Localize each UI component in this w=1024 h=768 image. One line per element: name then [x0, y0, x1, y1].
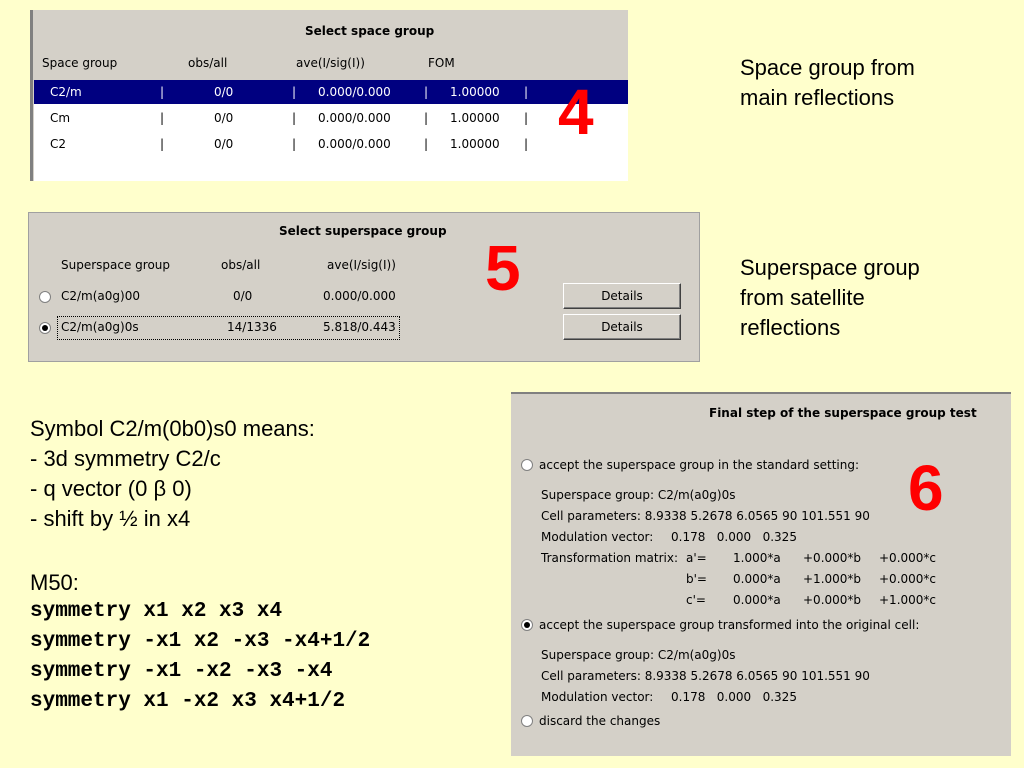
matrix-cell: +1.000*b [803, 572, 862, 586]
caption-superspace-group [740, 253, 920, 343]
separator: | [160, 137, 165, 151]
column-header-ave: ave(I/sig(I)) [296, 56, 365, 70]
ave-cell: 0.000/0.000 [318, 85, 391, 99]
caption-space-group [740, 53, 915, 113]
ave-cell: 0.000/0.000 [323, 289, 396, 303]
panel-title: Select superspace group [279, 224, 447, 238]
separator: | [424, 137, 429, 151]
obs-cell: 0/0 [214, 85, 234, 99]
matrix-cell: 0.000*a [733, 593, 781, 607]
step-number-5: 5 [485, 232, 521, 304]
modulation-vector-label: Modulation vector: [541, 690, 654, 704]
explanation-line: - shift by ½ in x4 [30, 506, 191, 531]
space-group-cell: C2/m [50, 85, 82, 99]
step-number-6: 6 [908, 452, 944, 524]
table-row[interactable] [34, 80, 628, 104]
table-row[interactable] [34, 106, 628, 130]
superspace-group-cell: C2/m(a0g)00 [61, 289, 140, 303]
space-group-cell: Cm [50, 111, 71, 125]
matrix-cell: +0.000*c [879, 572, 937, 586]
details-button[interactable]: Details [563, 314, 681, 340]
matrix-lhs: c'= [686, 593, 706, 607]
superspace-group-value: Superspace group: C2/m(a0g)0s [541, 488, 736, 502]
matrix-lhs: a'= [686, 551, 707, 565]
table-row[interactable] [34, 132, 628, 156]
panel-title: Select space group [305, 24, 435, 38]
option-label[interactable]: discard the changes [539, 714, 661, 728]
separator: | [292, 111, 297, 125]
matrix-cell: 1.000*a [733, 551, 781, 565]
matrix-cell: 0.000*a [733, 572, 781, 586]
superspace-group-panel [28, 212, 700, 362]
option-label[interactable]: accept the superspace group in the standard setting: [539, 458, 859, 472]
superspace-group-value: Superspace group: C2/m(a0g)0s [541, 648, 736, 662]
matrix-lhs: b'= [686, 572, 707, 586]
cell-parameters-value: Cell parameters: 8.9338 5.2678 6.0565 90 101.551 90 [541, 669, 870, 683]
details-button[interactable]: Details [563, 283, 681, 309]
space-group-cell: C2 [50, 137, 67, 151]
separator: | [424, 85, 429, 99]
panel-title: Final step of the superspace group test [709, 406, 977, 420]
ave-cell: 5.818/0.443 [323, 320, 396, 334]
column-header-fom: FOM [428, 56, 455, 70]
discard-changes-radio[interactable] [521, 715, 533, 727]
radio-selected-dot [42, 325, 48, 331]
caption-line: Space group from [740, 55, 915, 80]
caption-line: reflections [740, 315, 841, 340]
separator: | [292, 85, 297, 99]
separator: | [160, 85, 165, 99]
panel-border [30, 10, 33, 181]
symmetry-line: symmetry x1 x2 x3 x4 [30, 600, 283, 623]
matrix-cell: +1.000*c [879, 593, 937, 607]
superspace-radio-1[interactable] [39, 291, 51, 303]
fom-cell: 1.00000 [450, 137, 500, 151]
fom-cell: 1.00000 [450, 85, 500, 99]
superspace-group-cell: C2/m(a0g)0s [61, 320, 139, 334]
column-header-superspace-group: Superspace group [61, 258, 171, 272]
separator: | [424, 111, 429, 125]
ave-cell: 0.000/0.000 [318, 137, 391, 151]
accept-standard-radio[interactable] [521, 459, 533, 471]
obs-cell: 0/0 [214, 137, 234, 151]
column-header-ave: ave(I/sig(I)) [327, 258, 396, 272]
final-step-panel [511, 392, 1011, 756]
cell-parameters-value: Cell parameters: 8.9338 5.2678 6.0565 90 101.551 90 [541, 509, 870, 523]
separator: | [524, 85, 529, 99]
obs-cell: 14/1336 [227, 320, 277, 334]
m50-label: M50: [30, 570, 79, 595]
column-header-obs-all: obs/all [221, 258, 261, 272]
column-header-space-group: Space group [42, 56, 118, 70]
modulation-vector-label: Modulation vector: [541, 530, 654, 544]
caption-line: Superspace group [740, 255, 920, 280]
step-number-4: 4 [558, 76, 594, 148]
space-group-list[interactable] [34, 76, 628, 181]
ave-cell: 0.000/0.000 [318, 111, 391, 125]
obs-cell: 0/0 [214, 111, 234, 125]
symmetry-line: symmetry -x1 -x2 -x3 -x4 [30, 660, 333, 683]
separator: | [292, 137, 297, 151]
column-header-obs-all: obs/all [188, 56, 228, 70]
accept-original-cell-radio[interactable] [521, 619, 533, 631]
obs-cell: 0/0 [233, 289, 253, 303]
matrix-cell: +0.000*b [803, 593, 862, 607]
symmetry-line: symmetry x1 -x2 x3 x4+1/2 [30, 690, 346, 713]
modulation-vector-value: 0.178 0.000 0.325 [671, 530, 797, 544]
matrix-cell: +0.000*c [879, 551, 937, 565]
explanation-line: - q vector (0 β 0) [30, 476, 192, 501]
caption-line: from satellite [740, 285, 865, 310]
explanation-line: - 3d symmetry C2/c [30, 446, 221, 471]
separator: | [524, 137, 529, 151]
matrix-cell: +0.000*b [803, 551, 862, 565]
symbol-explanation [30, 414, 315, 534]
explanation-line: Symbol C2/m(0b0)s0 means: [30, 416, 315, 441]
fom-cell: 1.00000 [450, 111, 500, 125]
caption-line: main reflections [740, 85, 895, 110]
radio-selected-dot [524, 622, 530, 628]
separator: | [160, 111, 165, 125]
modulation-vector-value: 0.178 0.000 0.325 [671, 690, 797, 704]
symmetry-line: symmetry -x1 x2 -x3 -x4+1/2 [30, 630, 371, 653]
space-group-panel [30, 10, 628, 181]
transformation-matrix-label: Transformation matrix: [541, 551, 679, 565]
separator: | [524, 111, 529, 125]
superspace-radio-2[interactable] [39, 322, 51, 334]
option-label[interactable]: accept the superspace group transformed into the original cell: [539, 618, 920, 632]
